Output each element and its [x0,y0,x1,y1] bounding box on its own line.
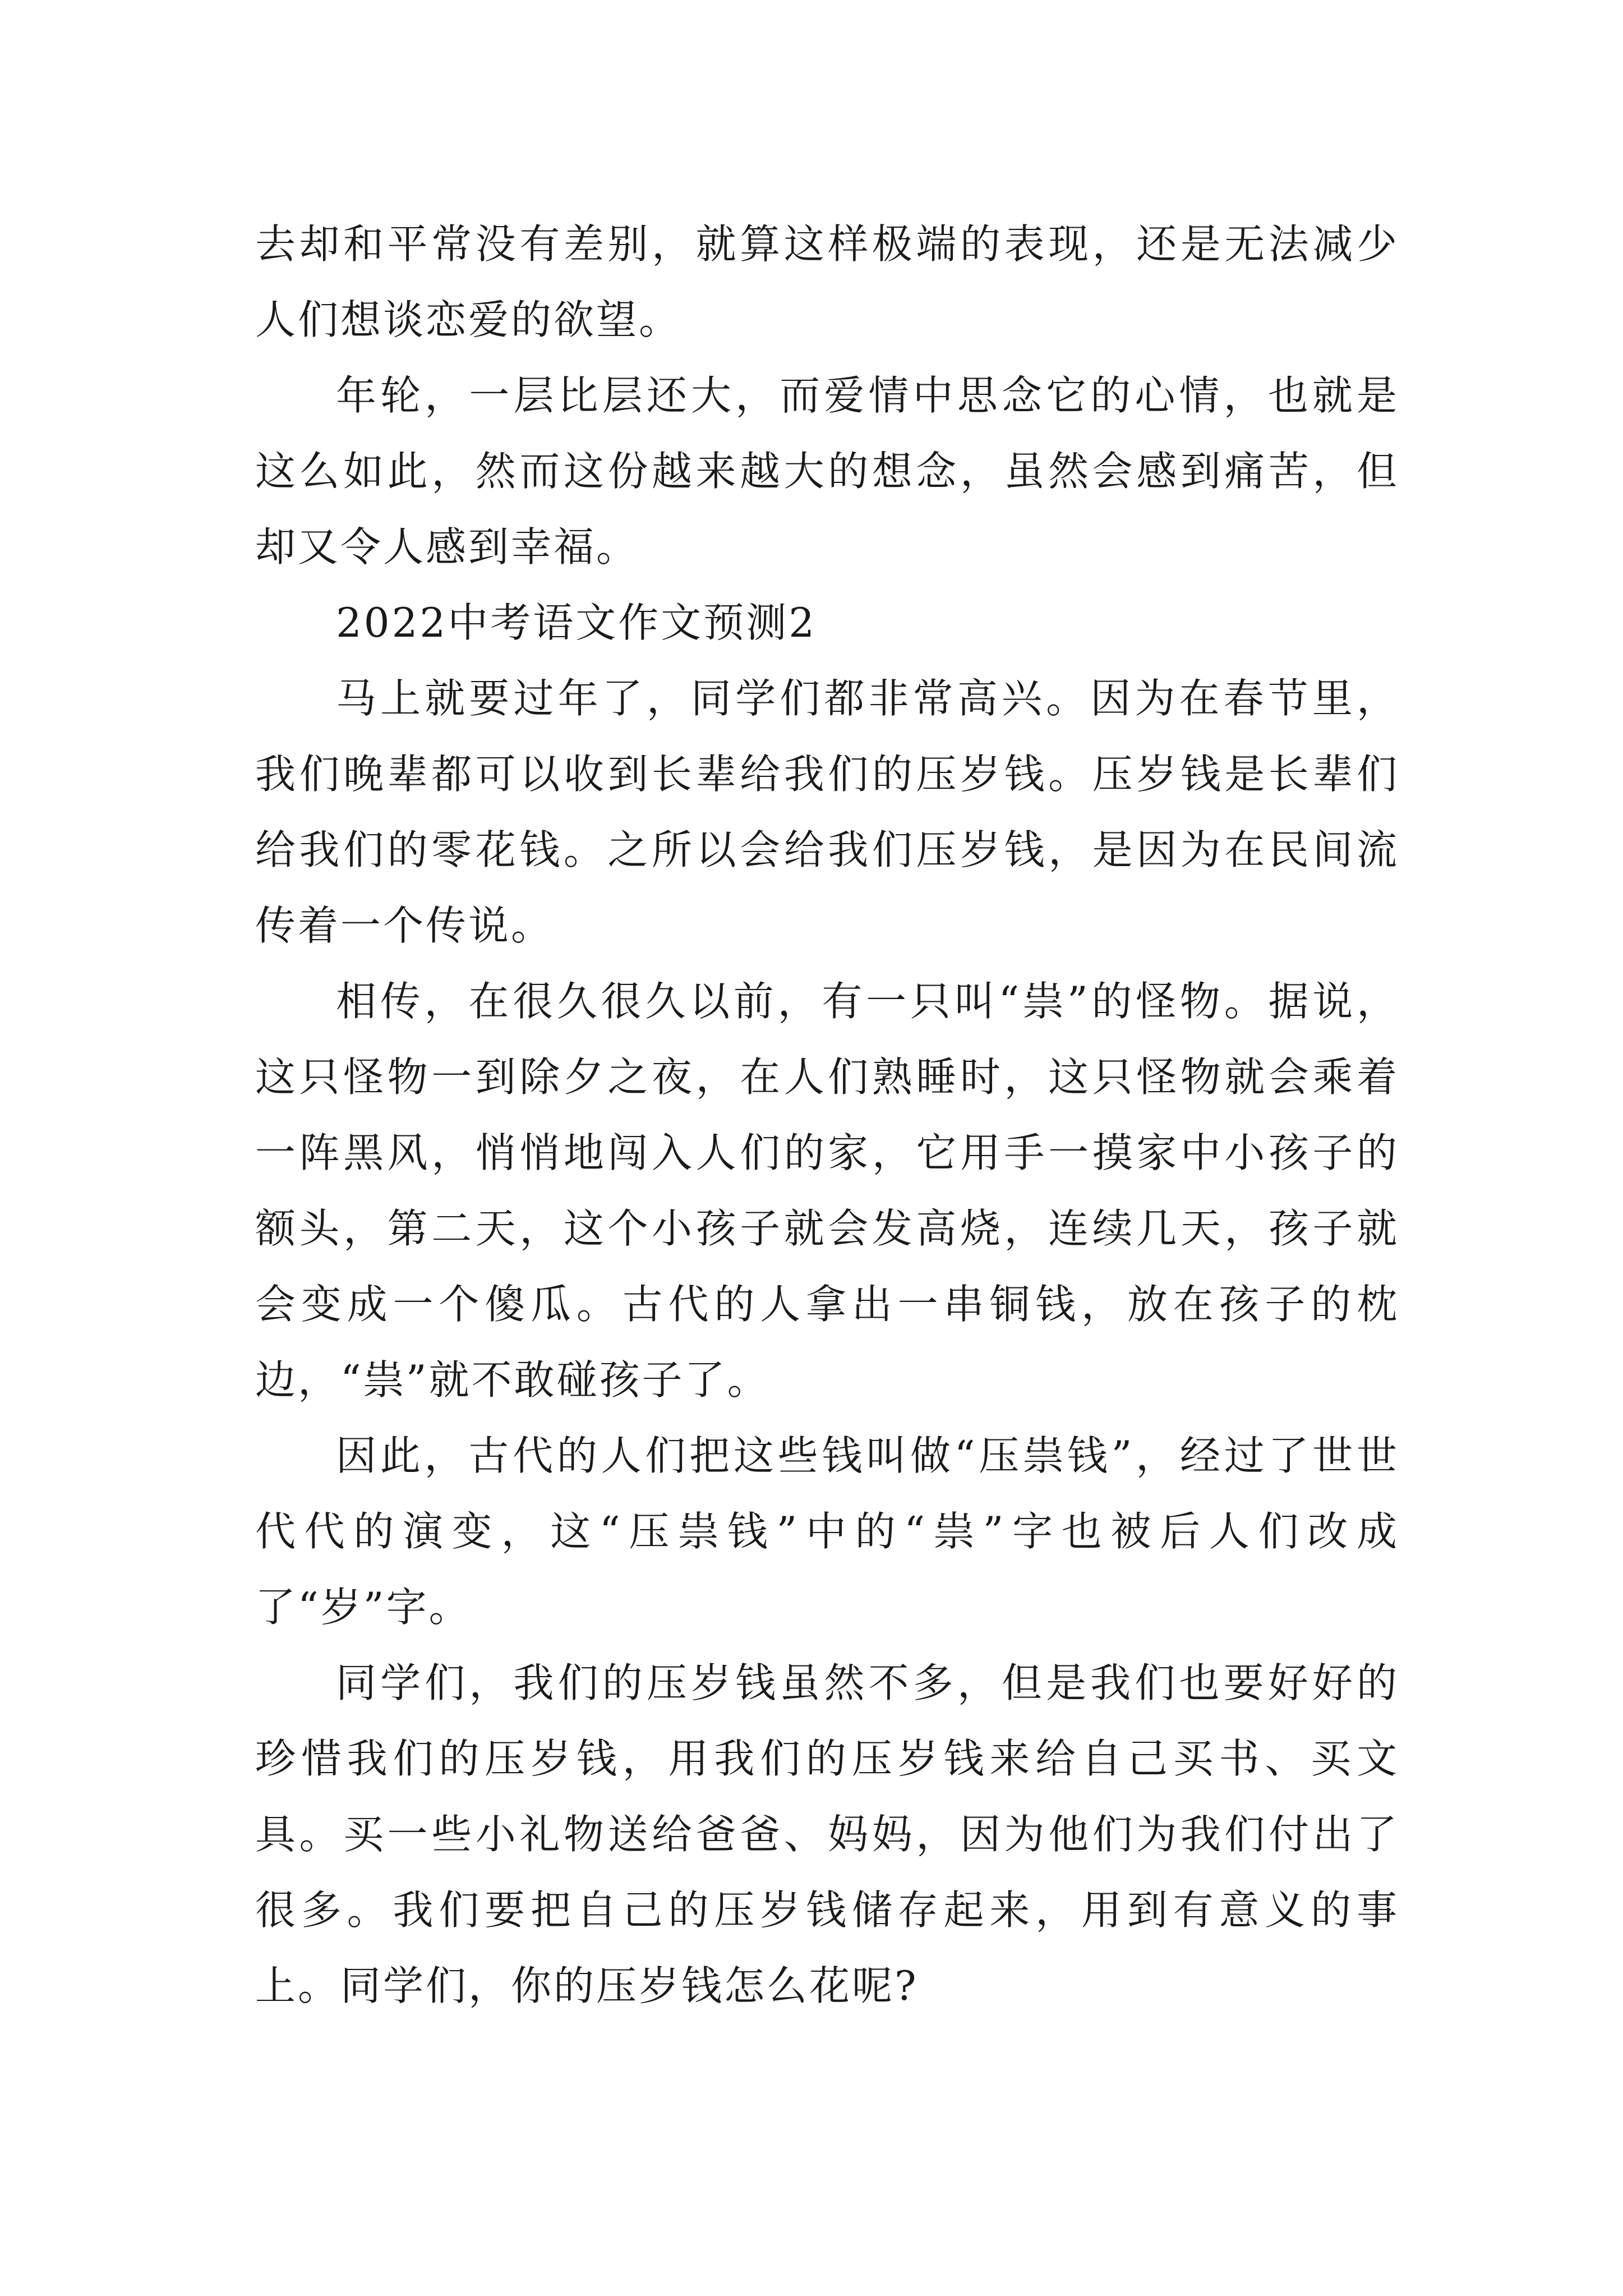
paragraph-conclusion: 同学们，我们的压岁钱虽然不多，但是我们也要好好的珍惜我们的压岁钱，用我们的压岁钱来给自己买书、买文具。买一些小礼物送给爸爸、妈妈，因为他们为我们付出了很多。我们要把自己的压岁钱储存起来，用到有意义的事上。同学们，你的压岁钱怎么花呢? [255,1659,1399,2009]
document-body [255,206,1399,2024]
paragraph-continuation: 去却和平常没有差别，就算这样极端的表现，还是无法减少人们想谈恋爱的欲望。 [255,220,1399,343]
paragraph-name-origin: 因此，古代的人们把这些钱叫做“压祟钱”，经过了世世代代的演变，这“压祟钱”中的“祟”字也被后人们改成了“岁”字。 [255,1432,1399,1631]
section-heading: 2022中考语文作文预测2 [336,599,817,646]
paragraph-new-year: 马上就要过年了，同学们都非常高兴。因为在春节里，我们晚辈都可以收到长辈给我们的压岁钱。压岁钱是长辈们给我们的零花钱。之所以会给我们压岁钱，是因为在民间流传着一个传说。 [255,675,1399,949]
paragraph-tree-rings: 年轮，一层比层还大，而爱情中思念它的心情，也就是这么如此，然而这份越来越大的想念，虽然会感到痛苦，但却又令人感到幸福。 [255,372,1399,570]
paragraph-legend: 相传，在很久很久以前，有一只叫“祟”的怪物。据说，这只怪物一到除夕之夜，在人们熟睡时，这只怪物就会乘着一阵黑风，悄悄地闯入人们的家，它用手一摸家中小孩子的额头，第二天，这个小孩子就会发高烧，连续几天，孩子就会变成一个傻瓜。古代的人拿出一串铜钱，放在孩子的枕边，“祟”就不敢碰孩子了。 [255,978,1399,1404]
